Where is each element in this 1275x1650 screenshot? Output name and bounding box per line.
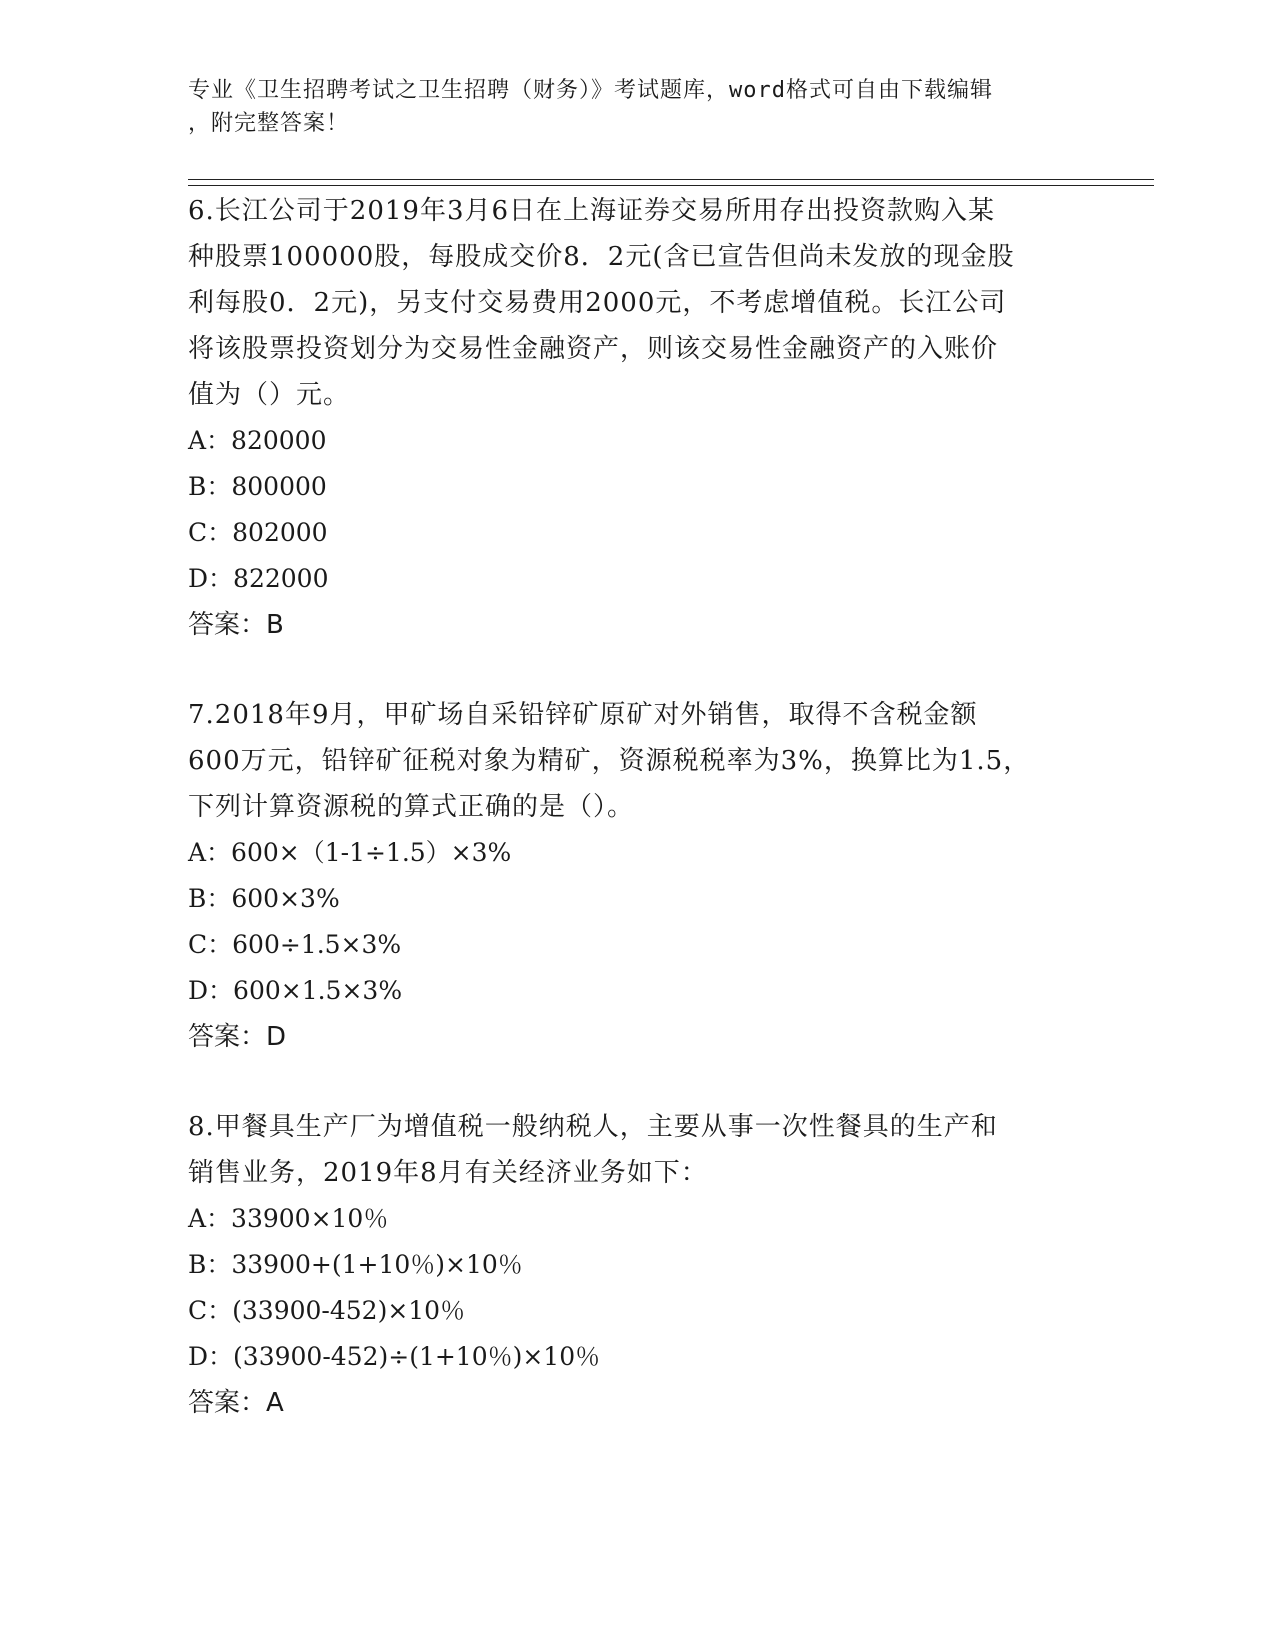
document-header: [188, 74, 1068, 140]
question-list: [188, 188, 1088, 1470]
question-text-line: 销售业务，2019年8月有关经济业务如下：: [188, 1158, 708, 1188]
question-text-line: 将该股票投资划分为交易性金融资产，则该交易性金融资产的入账价: [188, 334, 999, 364]
header-line-1: 专业《卫生招聘考试之卫生招聘（财务）》考试题库，word格式可自由下载编辑: [188, 78, 993, 103]
option-d: D：(33900-452)÷(1+10％)×10％: [188, 1342, 601, 1371]
question-text-line: 利每股0．2元)，另支付交易费用2000元，不考虑增值税。长江公司: [188, 288, 1007, 318]
header-divider-top: [188, 179, 1154, 180]
option-c: C：802000: [188, 518, 328, 547]
option-b: B：33900+(1+10％)×10％: [188, 1250, 523, 1279]
question-7: [188, 692, 1088, 1060]
option-d: D：822000: [188, 564, 329, 593]
answer-line: 答案：A: [188, 1388, 284, 1418]
header-divider-bottom: [188, 185, 1154, 186]
option-b: B：600×3%: [188, 884, 340, 913]
question-text-line: 下列计算资源税的算式正确的是（）。: [188, 792, 635, 822]
question-text-line: 6.长江公司于2019年3月6日在上海证券交易所用存出投资款购入某: [188, 196, 996, 226]
question-text-line: 600万元，铅锌矿征税对象为精矿，资源税税率为3%，换算比为1.5，: [188, 746, 1031, 776]
header-line-2: ，附完整答案！: [188, 111, 350, 136]
answer-line: 答案：D: [188, 1022, 287, 1052]
question-8: [188, 1104, 1088, 1426]
option-c: C：(33900-452)×10％: [188, 1296, 466, 1325]
option-a: A：33900×10％: [188, 1204, 389, 1233]
question-text-line: 8.甲餐具生产厂为增值税一般纳税人，主要从事一次性餐具的生产和: [188, 1112, 998, 1142]
option-b: B：800000: [188, 472, 327, 501]
option-a: A：820000: [188, 426, 327, 455]
question-text-line: 种股票100000股，每股成交价8．2元(含已宣告但尚未发放的现金股: [188, 242, 1015, 272]
option-c: C：600÷1.5×3%: [188, 930, 402, 959]
option-a: A：600×（1-1÷1.5）×3%: [188, 838, 512, 867]
option-d: D：600×1.5×3%: [188, 976, 403, 1005]
answer-line: 答案：B: [188, 610, 284, 640]
question-text-line: 值为（）元。: [188, 380, 351, 410]
question-6: [188, 188, 1088, 648]
question-text-line: 7.2018年9月，甲矿场自采铅锌矿原矿对外销售，取得不含税金额: [188, 700, 978, 730]
